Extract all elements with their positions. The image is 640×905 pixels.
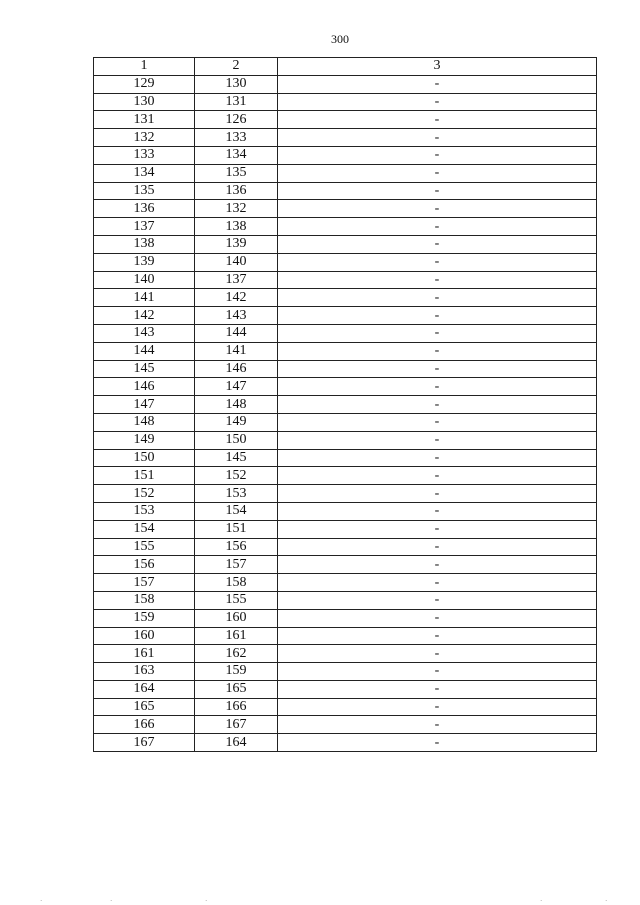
- table-cell: 165: [195, 680, 278, 698]
- table-cell: 140: [195, 253, 278, 271]
- table-cell: -: [278, 485, 597, 503]
- table-body: [94, 75, 597, 751]
- table-cell: 159: [94, 609, 195, 627]
- table-cell: 134: [94, 164, 195, 182]
- table-cell: 156: [94, 556, 195, 574]
- table-row: [94, 111, 597, 129]
- table-cell: -: [278, 591, 597, 609]
- table-cell: 133: [94, 146, 195, 164]
- column-header: 3: [278, 58, 597, 76]
- table-cell: -: [278, 627, 597, 645]
- table-row: [94, 591, 597, 609]
- table-row: [94, 289, 597, 307]
- table-cell: 145: [94, 360, 195, 378]
- table-cell: 134: [195, 146, 278, 164]
- table-cell: 138: [195, 218, 278, 236]
- table-cell: 142: [195, 289, 278, 307]
- table-cell: 144: [195, 324, 278, 342]
- table-cell: 139: [195, 235, 278, 253]
- table-cell: -: [278, 218, 597, 236]
- table-row: [94, 645, 597, 663]
- table-row: [94, 485, 597, 503]
- table-cell: 158: [195, 574, 278, 592]
- table-row: [94, 556, 597, 574]
- table-cell: -: [278, 182, 597, 200]
- table-cell: -: [278, 645, 597, 663]
- table-cell: 137: [195, 271, 278, 289]
- table-row: [94, 413, 597, 431]
- table-cell: 139: [94, 253, 195, 271]
- table-cell: 148: [195, 396, 278, 414]
- table-cell: -: [278, 556, 597, 574]
- table-cell: -: [278, 200, 597, 218]
- table-cell: 137: [94, 218, 195, 236]
- column-header: 2: [195, 58, 278, 76]
- table-cell: 135: [94, 182, 195, 200]
- table-row: [94, 467, 597, 485]
- table-cell: -: [278, 307, 597, 325]
- table-cell: 132: [94, 129, 195, 147]
- table-cell: -: [278, 164, 597, 182]
- table-cell: 146: [195, 360, 278, 378]
- table-cell: 152: [94, 485, 195, 503]
- table-cell: 141: [195, 342, 278, 360]
- table-row: [94, 253, 597, 271]
- table-row: [94, 235, 597, 253]
- table-row: [94, 324, 597, 342]
- table-cell: 145: [195, 449, 278, 467]
- table-cell: -: [278, 449, 597, 467]
- table-row: [94, 75, 597, 93]
- table-cell: -: [278, 574, 597, 592]
- table-cell: -: [278, 360, 597, 378]
- table-cell: 164: [195, 734, 278, 752]
- table-cell: 167: [195, 716, 278, 734]
- table-cell: 160: [94, 627, 195, 645]
- table-cell: 147: [195, 378, 278, 396]
- table-cell: -: [278, 663, 597, 681]
- table-cell: 157: [94, 574, 195, 592]
- table-row: [94, 378, 597, 396]
- table-cell: -: [278, 680, 597, 698]
- table-cell: 130: [195, 75, 278, 93]
- table-cell: 130: [94, 93, 195, 111]
- table-row: [94, 520, 597, 538]
- table-cell: 142: [94, 307, 195, 325]
- table-cell: 129: [94, 75, 195, 93]
- table-cell: 143: [94, 324, 195, 342]
- table-row: [94, 734, 597, 752]
- table-cell: 131: [195, 93, 278, 111]
- table-cell: 147: [94, 396, 195, 414]
- page-number: 300: [331, 32, 349, 46]
- table-cell: 151: [94, 467, 195, 485]
- table-row: [94, 218, 597, 236]
- table-row: [94, 502, 597, 520]
- table-cell: -: [278, 520, 597, 538]
- table-row: [94, 360, 597, 378]
- table-cell: 160: [195, 609, 278, 627]
- table-cell: -: [278, 253, 597, 271]
- table-row: [94, 307, 597, 325]
- table-cell: -: [278, 609, 597, 627]
- table-row: [94, 538, 597, 556]
- table-cell: 149: [195, 413, 278, 431]
- table-cell: 136: [94, 200, 195, 218]
- table-row: [94, 627, 597, 645]
- table-cell: 151: [195, 520, 278, 538]
- table-cell: 154: [195, 502, 278, 520]
- table-cell: 156: [195, 538, 278, 556]
- table-cell: -: [278, 734, 597, 752]
- table-cell: 165: [94, 698, 195, 716]
- table-cell: 155: [94, 538, 195, 556]
- table-cell: -: [278, 324, 597, 342]
- table-cell: 144: [94, 342, 195, 360]
- table-cell: 163: [94, 663, 195, 681]
- table-cell: 148: [94, 413, 195, 431]
- table-cell: 138: [94, 235, 195, 253]
- table-cell: 131: [94, 111, 195, 129]
- table-row: [94, 271, 597, 289]
- table-row: [94, 449, 597, 467]
- table-cell: 135: [195, 164, 278, 182]
- table-cell: 140: [94, 271, 195, 289]
- table-cell: 167: [94, 734, 195, 752]
- table-cell: 150: [94, 449, 195, 467]
- table-row: [94, 396, 597, 414]
- table-cell: 146: [94, 378, 195, 396]
- table-row: [94, 93, 597, 111]
- table-cell: 152: [195, 467, 278, 485]
- table-row: [94, 716, 597, 734]
- table-cell: 132: [195, 200, 278, 218]
- table-cell: -: [278, 467, 597, 485]
- table-cell: 159: [195, 663, 278, 681]
- table-cell: -: [278, 235, 597, 253]
- table-row: [94, 342, 597, 360]
- table-cell: 162: [195, 645, 278, 663]
- table-cell: -: [278, 413, 597, 431]
- table-cell: 166: [195, 698, 278, 716]
- table-row: [94, 431, 597, 449]
- table-cell: -: [278, 289, 597, 307]
- footer-scan-marks: · · · · ·: [40, 897, 608, 905]
- column-header: 1: [94, 58, 195, 76]
- table-cell: 136: [195, 182, 278, 200]
- table-cell: -: [278, 111, 597, 129]
- table-cell: -: [278, 698, 597, 716]
- table-row: [94, 164, 597, 182]
- table-cell: 143: [195, 307, 278, 325]
- data-table: [93, 57, 597, 752]
- table-cell: 149: [94, 431, 195, 449]
- table-row: [94, 609, 597, 627]
- table-row: [94, 574, 597, 592]
- table-cell: 164: [94, 680, 195, 698]
- table-header-row: [94, 58, 597, 76]
- table-cell: 153: [195, 485, 278, 503]
- table-cell: -: [278, 93, 597, 111]
- table-row: [94, 663, 597, 681]
- table-cell: 150: [195, 431, 278, 449]
- table-cell: -: [278, 271, 597, 289]
- table-cell: 158: [94, 591, 195, 609]
- table-cell: -: [278, 538, 597, 556]
- table-cell: 155: [195, 591, 278, 609]
- table-cell: -: [278, 129, 597, 147]
- table-cell: 133: [195, 129, 278, 147]
- table-cell: 157: [195, 556, 278, 574]
- table-cell: 166: [94, 716, 195, 734]
- table-cell: -: [278, 502, 597, 520]
- table-cell: 141: [94, 289, 195, 307]
- table-cell: -: [278, 716, 597, 734]
- table-cell: -: [278, 396, 597, 414]
- table-cell: 126: [195, 111, 278, 129]
- table-cell: -: [278, 75, 597, 93]
- table-cell: 161: [94, 645, 195, 663]
- table-row: [94, 146, 597, 164]
- table-cell: -: [278, 146, 597, 164]
- table-cell: -: [278, 431, 597, 449]
- table-cell: -: [278, 342, 597, 360]
- table-row: [94, 698, 597, 716]
- table-cell: 153: [94, 502, 195, 520]
- table-cell: -: [278, 378, 597, 396]
- table-cell: 161: [195, 627, 278, 645]
- table-row: [94, 680, 597, 698]
- table-row: [94, 182, 597, 200]
- table-cell: 154: [94, 520, 195, 538]
- table-row: [94, 129, 597, 147]
- table-row: [94, 200, 597, 218]
